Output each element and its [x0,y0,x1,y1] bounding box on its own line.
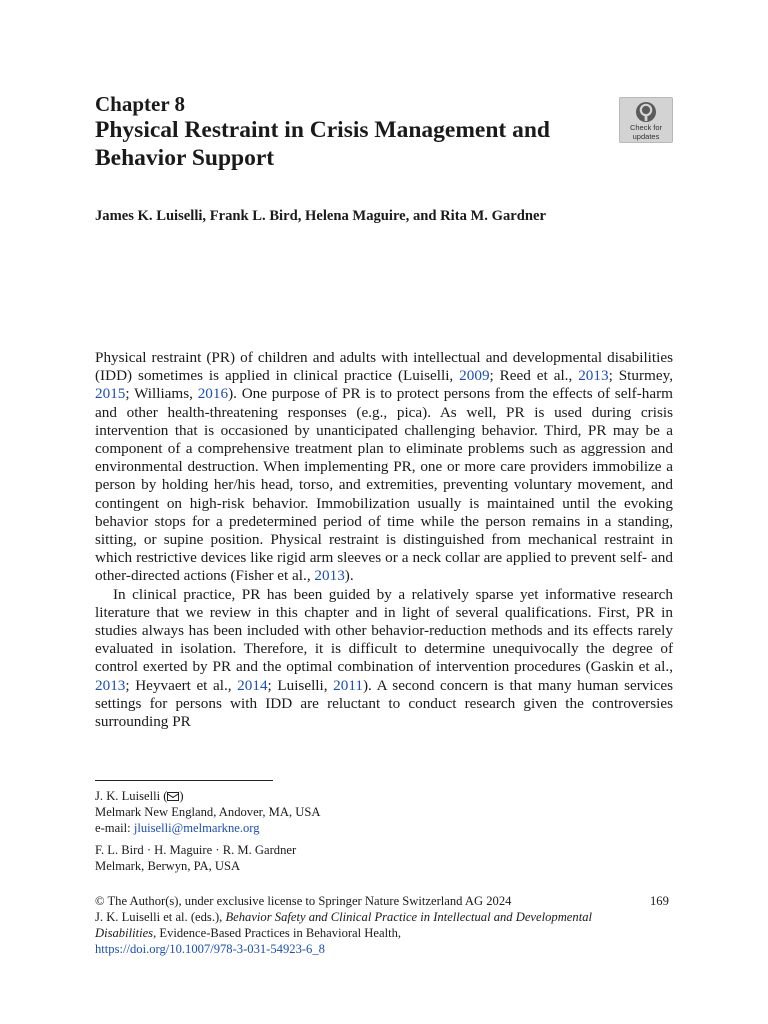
citation-series: , Evidence-Based Practices in Behavioral Health, [153,926,402,940]
text-run: In clinical practice, PR has been guided by a relatively sparse yet informative research literature that we review in this chapter and in light of several qualifications. First, PR in studies always has been included with other behavior-reduction methods and its effects rarely evaluated in isolation. Therefore, it is difficult to determine unequivocally the degree of control exerted by PR and the optimal combination of intervention procedures (Gaskin et al., [95,585,673,676]
citation-year-link[interactable]: 2014 [237,676,268,694]
text-run: ; Heyvaert et al., [125,676,238,694]
text-run: ; Luiselli, [267,676,334,694]
author1-email-link[interactable]: jluiselli@melmarkne.org [133,821,260,835]
author1-name: J. K. Luiselli ( [95,789,168,803]
paragraph-1 [95,349,673,586]
citation-year-link[interactable]: 2011 [333,676,363,694]
author1-affiliation: Melmark New England, Andover, MA, USA [95,805,321,819]
page-number: 169 [650,894,669,908]
text-run: ). [344,567,354,585]
authors: James K. Luiselli, Frank L. Bird, Helena Maguire, and Rita M. Gardner [95,208,546,224]
author1-name-end: ) [179,789,184,803]
chapter-title: Physical Restraint in Crisis Management and Behavior Support [95,117,550,171]
text-run: ; Sturmey, [608,367,673,385]
footnote-author1 [95,788,655,836]
badge-text-line2: updates [632,132,660,141]
doi-link[interactable]: https://doi.org/10.1007/978-3-031-54923-6_8 [95,942,325,956]
badge-text-line1: Check for [629,123,663,132]
check-for-updates-badge[interactable] [619,97,673,143]
text-run: ; Reed et al., [489,367,579,385]
citation-year-link[interactable]: 2013 [95,676,126,694]
text-run: ; Williams, [125,385,198,403]
copyright-line: © The Author(s), under exclusive license to Springer Nature Switzerland AG 2024 [95,894,512,908]
check-for-updates-icon [635,101,657,123]
text-run: ). One purpose of PR is to protect persons from the effects of self-harm and other health-threatening responses (e.g., pica). As well, PR is used during crisis intervention that is occasioned by unanticipated challenging behavior. Third, PR may be a component of a comprehensive treatment plan to eliminate problems such as aggression and environmental destruction. When implementing PR, one or more care providers immobilize a person by holding her/his head, torso, and extremities, preventing voluntary movement, and contingent on high-risk behavior. Immobilization usually is maintained until the evoking behavior stops for a predetermined period of time while the person remains in a standing, sitting, or supine position. Physical restraint is distinguished from mechanical restraint in which restrictive devices like rigid arm sleeves or a neck collar are applied to prevent self- and other-directed actions (Fisher et al., [95,385,674,585]
chapter-label: Chapter 8 [95,92,186,116]
footnote-divider [95,780,273,781]
citation-year-link[interactable]: 2009 [459,367,490,385]
email-label: e-mail: [95,821,134,835]
copyright-block [95,893,615,957]
citation-year-link[interactable]: 2016 [197,385,229,403]
text-run: Physical restraint (PR) of children and adults with intellectual and developmental disabilities (IDD) sometimes is applied in clinical practice (Luiselli, [95,349,673,385]
envelope-icon[interactable] [167,792,179,801]
paragraph-2 [95,586,673,732]
citation-year-link[interactable]: 2013 [578,367,609,385]
body-text [95,349,673,731]
book-title: Behavior Safety and Clinical Practice in Intellectual and Developmental Disabilities [95,910,592,940]
footnote-authors2 [95,842,655,874]
authors2-affiliation: Melmark, Berwyn, PA, USA [95,859,241,873]
citation-year-link[interactable]: 2013 [314,567,345,585]
citation-prefix: J. K. Luiselli et al. (eds.), [95,910,226,924]
authors2-names: F. L. Bird · H. Maguire · R. M. Gardner [95,843,297,857]
citation-year-link[interactable]: 2015 [95,385,126,403]
text-run: ). A second concern is that many human services settings for persons with IDD are reluctant to conduct research given the controversies surrounding PR [95,676,673,731]
